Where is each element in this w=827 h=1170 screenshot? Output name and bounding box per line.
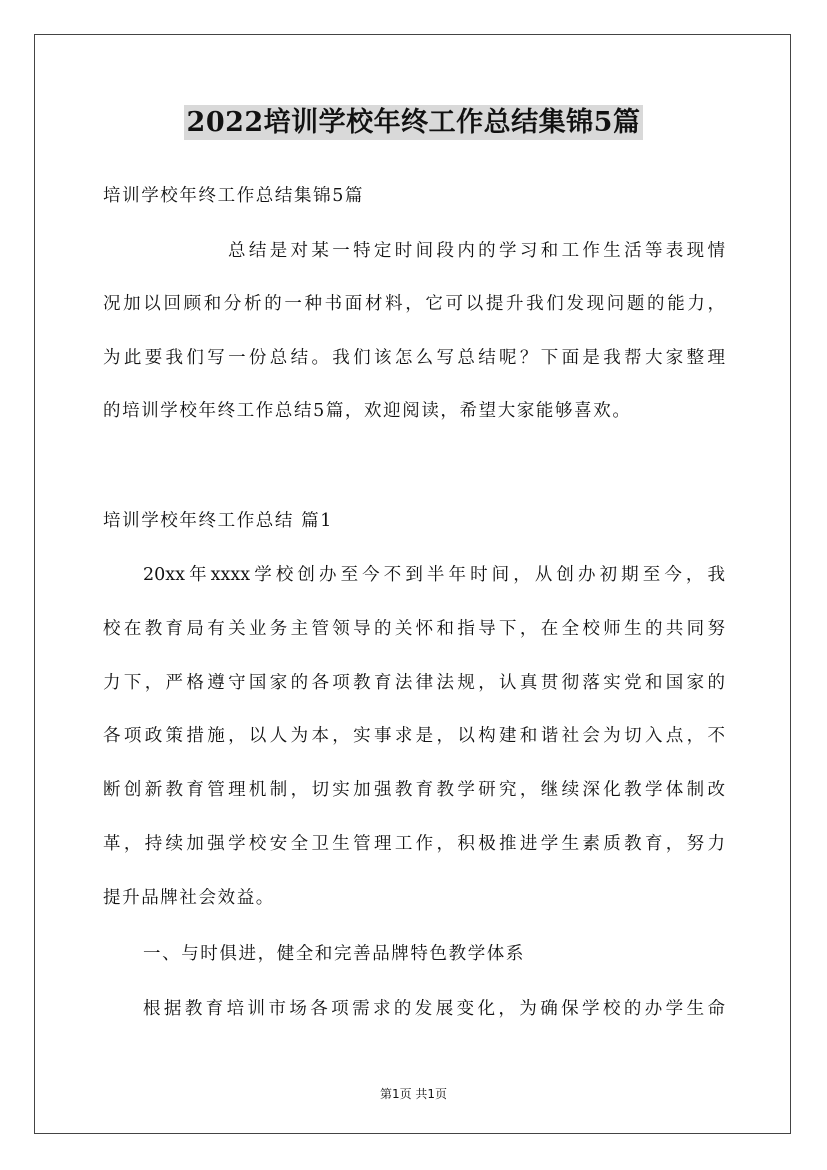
document-title: [0, 100, 827, 139]
paragraph-line: 总结是对某一特定时间段内的学习和工作生活等表现情: [228, 241, 725, 261]
paragraph-line: 为此要我们写一份总结。我们该怎么写总结呢？下面是我帮大家整理: [103, 348, 725, 368]
paragraph-line: 根据教育培训市场各项需求的发展变化，为确保学校的办学生命: [143, 999, 725, 1019]
paragraph-line: 力下，严格遵守国家的各项教育法律法规，认真贯彻落实党和国家的: [103, 673, 725, 693]
document-title-text: 2022培训学校年终工作总结集锦5篇: [184, 105, 644, 140]
paragraph-line: 革，持续加强学校安全卫生管理工作，积极推进学生素质教育，努力: [103, 834, 725, 854]
paragraph-line: 提升品牌社会效益。: [103, 888, 275, 908]
paragraph-line: 的培训学校年终工作总结5篇，欢迎阅读，希望大家能够喜欢。: [103, 401, 632, 421]
paragraph-line: 断创新教育管理机制，切实加强教育教学研究，继续深化教学体制改: [103, 780, 725, 800]
paragraph-line: 各项政策措施，以人为本，实事求是，以构建和谐社会为切入点，不: [103, 726, 725, 746]
section-heading: 培训学校年终工作总结 篇1: [103, 511, 333, 531]
paragraph-line: 20xx年xxxx学校创办至今不到半年时间，从创办初期至今，我: [143, 565, 725, 585]
paragraph-line: 校在教育局有关业务主管领导的关怀和指导下，在全校师生的共同努: [103, 619, 725, 639]
subsection-heading: 一、与时俱进，健全和完善品牌特色教学体系: [143, 944, 525, 964]
page-footer: 第1页 共1页: [379, 1087, 448, 1101]
subtitle-line: 培训学校年终工作总结集锦5篇: [103, 186, 365, 206]
paragraph-line: 况加以回顾和分析的一种书面材料，它可以提升我们发现问题的能力，: [103, 294, 725, 314]
